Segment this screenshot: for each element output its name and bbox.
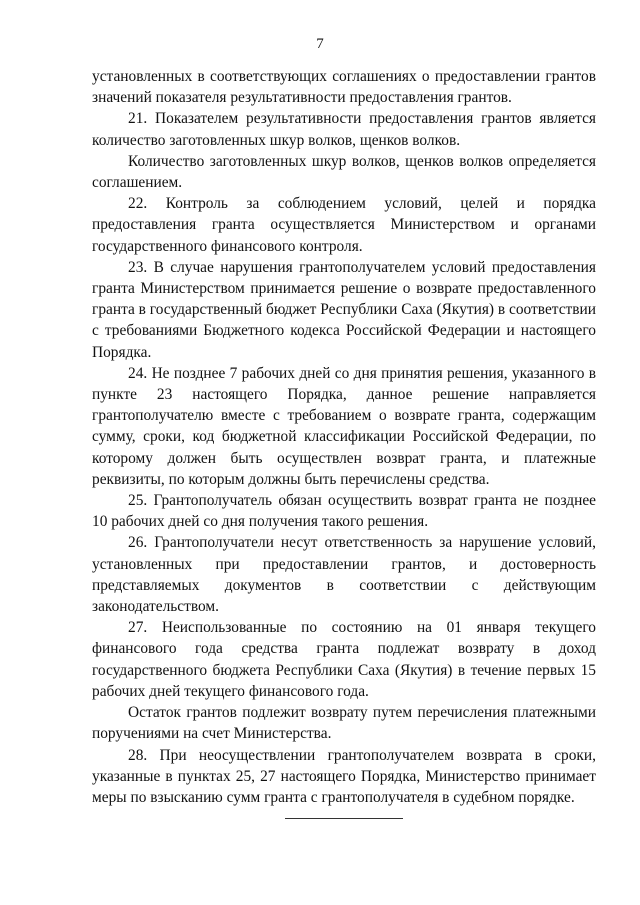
paragraph-26: 26. Грантополучатели несут ответственность за нарушение условий, установленных при предоставлении грантов, и достоверность представляемых документов в соответствии с действующим законодательством. (92, 534, 596, 616)
paragraph-21-note: Количество заготовленных шкур волков, щенков волков определяется соглашением. (92, 152, 596, 192)
paragraph-24: 24. Не позднее 7 рабочих дней со дня принятия решения, указанного в пункте 23 настоящего Порядка, данное решение направляется грантополучателю вместе с требованием о возврате гранта, содержащим сумму, сроки, код бюджетной классификации Российской Федерации, по которому должен быть осуществлен возврат гранта, и платежные реквизиты, по которым должны быть перечислены средства. (92, 364, 596, 488)
paragraph-continuation: установленных в соответствующих соглашениях о предоставлении грантов значений показателя результативности предоставления грантов. (92, 68, 596, 107)
paragraph-27-note: Остаток грантов подлежит возврату путем перечисления платежными поручениями на счет Министерства. (92, 704, 596, 743)
paragraph-21: 21. Показателем результативности предоставления грантов является количество заготовленных шкур волков, щенков волков. (92, 110, 596, 149)
paragraph-23: 23. В случае нарушения грантополучателем условий предоставления гранта Министерством принимается решение о возврате предоставленного гранта в государственный бюджет Республики Саха (Якутия) в соответствии с требованиями Бюджетного кодекса Российской Федерации и настоящего Порядка. (92, 258, 596, 361)
paragraph-27: 27. Неиспользованные по состоянию на 01 января текущего финансового года средства гранта подлежат возврату в доход государственного бюджета Республики Саха (Якутия) в течение первых 15 рабочих дней текущего финансового года. (92, 619, 596, 700)
paragraph-25: 25. Грантополучатель обязан осуществить возврат гранта не позднее 10 рабочих дней со дня получения такого решения. (92, 492, 596, 531)
paragraph-22: 22. Контроль за соблюдением условий, целей и порядка предоставления гранта осуществляется Министерством и органами государственного финансового контроля. (92, 195, 596, 255)
paragraph-28: 28. При неосуществлении грантополучателем возврата в сроки, указанные в пунктах 25, 27 настоящего Порядка, Министерство принимает меры по взысканию сумм гранта с грантополучателя в судебном порядке. (92, 746, 596, 806)
page-number: 7 (316, 36, 324, 52)
end-divider (285, 818, 403, 819)
document-body (92, 66, 596, 808)
